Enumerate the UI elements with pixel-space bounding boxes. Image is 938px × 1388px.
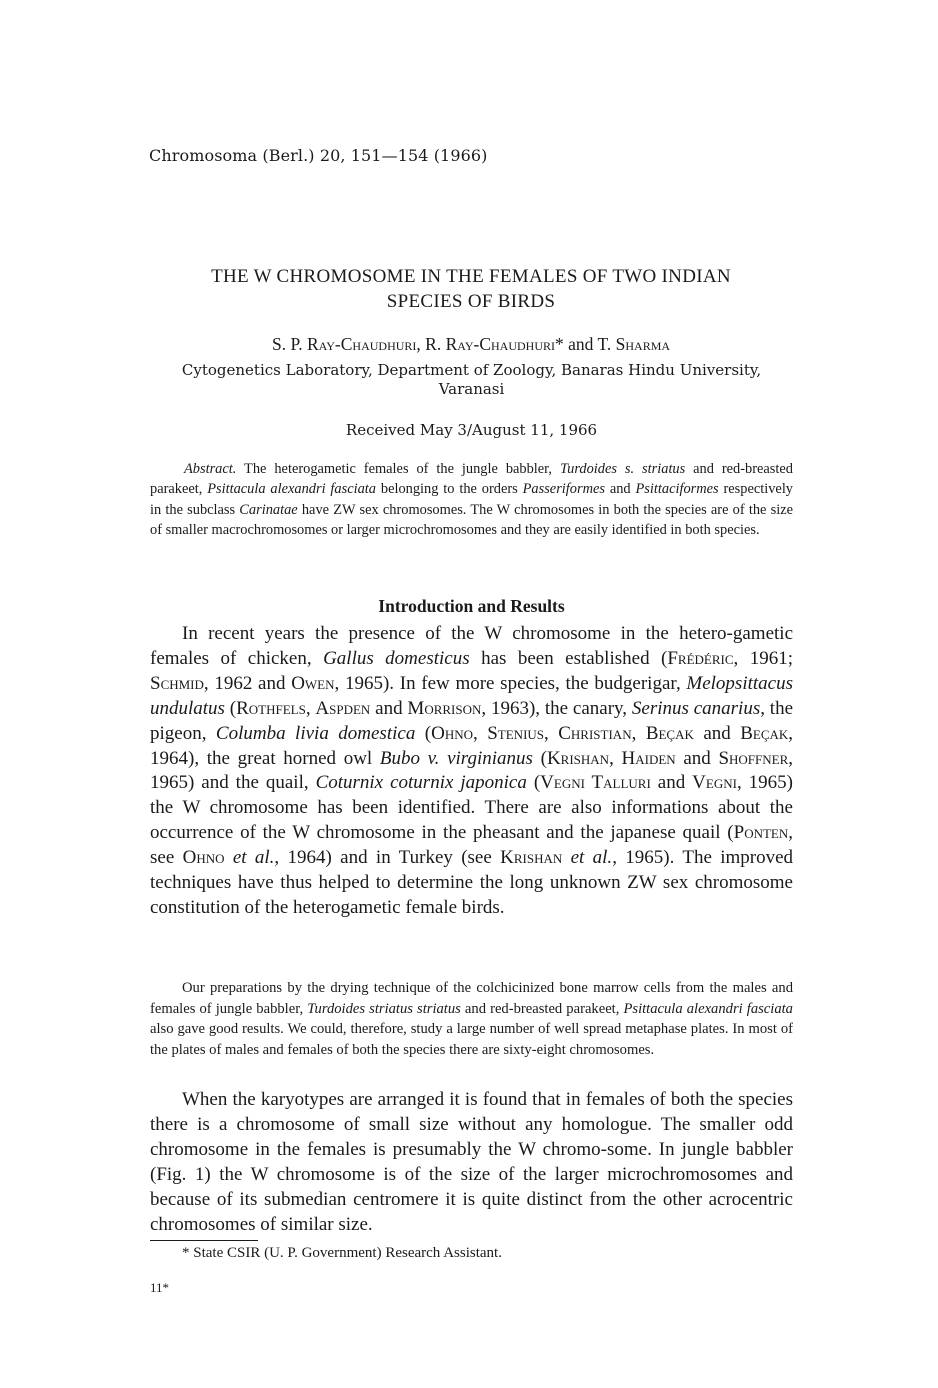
section-heading: Introduction and Results [378,596,565,616]
author-2-initials: R. [425,334,442,354]
body-paragraph-1: In recent years the presence of the W chromosome in the hetero-gametic females of chicken, Gallus domesticus has been established (Frédéric, 1961; Schmid, 1962 and Owen, 1965). In few more species, the budgerigar, Melopsittacus undulatus (Rothfels, Aspden and Morrison, 1963), the canary, Serinus canarius, the pigeon, Columba livia domestica (Ohno, Stenius, Christian, Beçak and Beçak, 1964), the great horned owl Bubo v. virginianus (Krishan, Haiden and Shoffner, 1965) and the quail, Coturnix coturnix japonica (Vegni Talluri and Vegni, 1965) the W chromosome has been identified. There are also informations about the occurrence of the W chromosome in the pheasant and the japanese quail (Ponten, see Ohno et al., 1964) and in Turkey (see Krishan et al., 1965). The improved techniques have thus helped to determine the long unknown ZW sex chromosome constitution of the heterogametic female birds. [150,623,794,918]
title-line-2: SPECIES OF BIRDS [386,291,556,312]
author-list: S. P. Ray-Chaudhuri, R. Ray-Chaudhuri* and T. Sharma [271,334,671,354]
affiliation-line-1: Cytogenetics Laboratory, Department of Zoology, Banaras Hindu University, [181,361,762,379]
abstract: Abstract. The heterogametic females of the jungle babbler, Turdoides s. striatus and red-breasted parakeet, Psittacula alexandri fasciata belonging to the orders Passeriformes and Psittaciformes respectively in the subclass Carinatae have ZW sex chromosomes. The W chromosomes in both the species are of the size of smaller macrochromosomes or larger microchromosomes and they are easily identified in both species. [150,461,794,538]
author-3-initials: T. [597,334,612,354]
footnote-divider [150,1240,258,1241]
affiliation-line-2: Varanasi [438,380,505,398]
body-paragraph-2: Our preparations by the drying technique of the colchicinized bone marrow cells from the males and females of jungle babbler, Turdoides striatus striatus and red-breasted parakeet, Psittacula alexandri fasciata also gave good results. We could, therefore, study a large number of well spread metaphase plates. In most of the plates of males and females of both the species there are sixty-eight chromosomes. [150,980,793,1058]
author-1-initials: S. P. [271,334,303,354]
author-1-name: Ray-Chaudhuri [307,334,417,354]
paper-title [140,264,802,314]
footnote-marker: * [555,334,564,354]
body-paragraph-3: When the karyotypes are arranged it is found that in females of both the species there is a chromosome of small size without any homologue. The smaller odd chromosome in the females is presumably the W chromo-some. In jungle babbler (Fig. 1) the W chromosome is of the size of the larger microchromosomes and because of its submedian centromere it is quite distinct from the other acrocentric chromosomes of similar size. [150,1089,793,1235]
signature-mark: 11* [150,1280,170,1295]
running-head: Chromosoma (Berl.) 20, 151—154 (1966) [149,146,488,165]
abstract-label: Abstract. [184,461,237,477]
received-date: Received May 3/August 11, 1966 [345,421,598,439]
footnote: * State CSIR (U. P. Government) Research Assistant. [182,1245,502,1261]
title-line-1: THE W CHROMOSOME IN THE FEMALES OF TWO INDIAN [211,266,731,287]
author-2-name: Ray-Chaudhuri [445,334,555,354]
author-3-name: Sharma [615,334,671,354]
